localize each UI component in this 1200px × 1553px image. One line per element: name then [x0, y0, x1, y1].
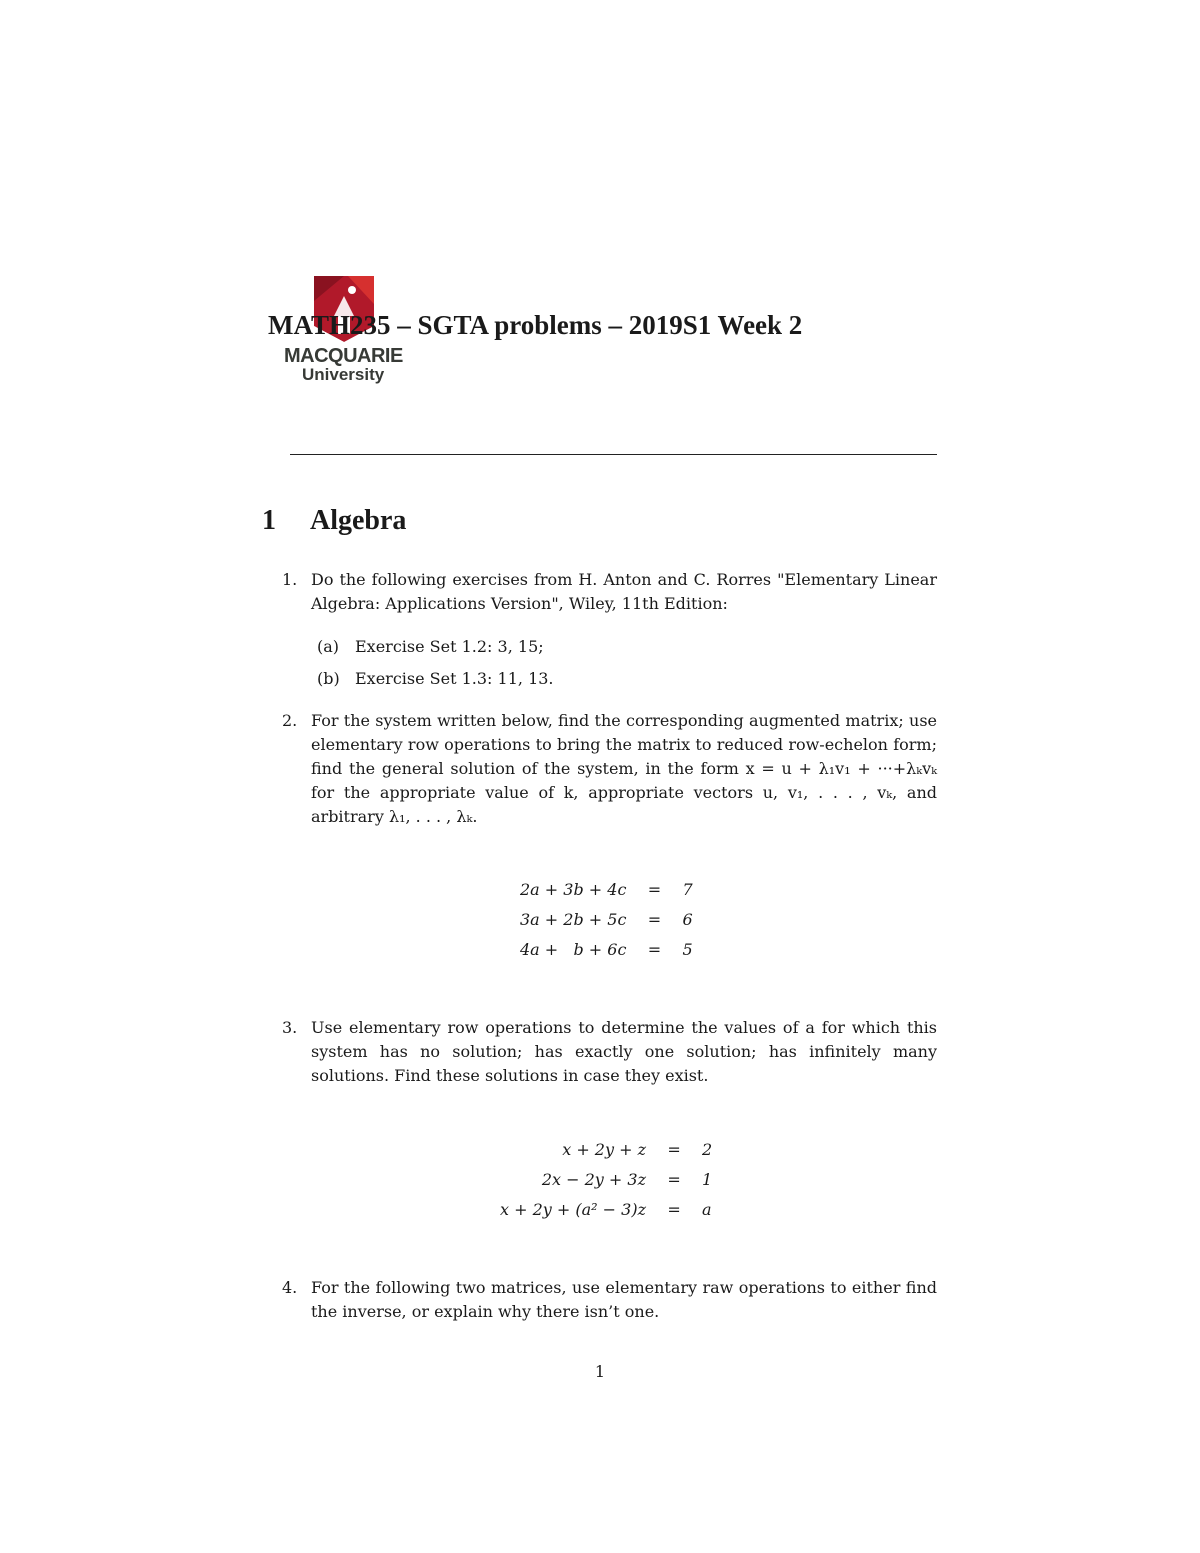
problem-1 [282, 568, 937, 616]
logo-wordmark-sub: University [302, 365, 385, 384]
equation-lhs: x + 2y + (a² − 3)z [500, 1199, 647, 1219]
equation-operator: = [667, 1199, 681, 1219]
section-title: Algebra [310, 505, 407, 536]
problem-number: 1. [282, 570, 298, 589]
problem-text: Do the following exercises from H. Anton and C. Rorres "Elementary Linear Algebra: Applications Version", Wiley, 11th Edition: [311, 570, 937, 613]
page-number: 1 [594, 1362, 606, 1381]
equation-operator: = [647, 939, 662, 959]
equation-operator: = [647, 879, 662, 899]
section-number: 1 [262, 505, 276, 536]
equation-row [500, 1194, 712, 1224]
equation-rhs: 2 [702, 1139, 713, 1159]
equation-lhs: x + 2y + z [562, 1139, 647, 1159]
subitem-label: (a) [317, 637, 340, 656]
equation-operator: = [647, 909, 662, 929]
equation-rhs: 1 [702, 1169, 713, 1189]
equation-system-1 [520, 874, 693, 964]
problem-number: 4. [282, 1278, 298, 1297]
equation-lhs: 4a + b + 6c [520, 939, 627, 959]
subitem-text: Exercise Set 1.3: 11, 13. [355, 669, 554, 688]
problem-3 [282, 1016, 937, 1088]
problem-2 [282, 709, 937, 829]
equation-lhs: 2a + 3b + 4c [520, 879, 627, 899]
problem-number: 2. [282, 711, 298, 730]
equation-row [500, 1164, 712, 1194]
section-heading [262, 505, 406, 537]
problem-text: Use elementary row operations to determine the values of a for which this system has no solution; has exactly one solution; has infinitely many solutions. Find these solutions in case they exist. [311, 1018, 937, 1085]
equation-rhs: a [702, 1199, 712, 1219]
equation-rhs: 6 [682, 909, 693, 929]
equation-row [520, 904, 693, 934]
equation-lhs: 3a + 2b + 5c [520, 909, 627, 929]
logo-wordmark: MACQUARIE [284, 345, 403, 367]
equation-rhs: 5 [682, 939, 693, 959]
equation-system-2 [500, 1134, 712, 1224]
subitem-text: Exercise Set 1.2: 3, 15; [355, 637, 544, 656]
problem-number: 3. [282, 1018, 298, 1037]
equation-row [500, 1134, 712, 1164]
equation-operator: = [667, 1139, 681, 1159]
problem-1-subitem-a [317, 635, 544, 659]
problem-4 [282, 1276, 937, 1324]
problem-1-subitem-b [317, 667, 554, 691]
document-title: MATH235 – SGTA problems – 2019S1 Week 2 [268, 310, 803, 340]
equation-rhs: 7 [682, 879, 693, 899]
equation-operator: = [667, 1169, 681, 1189]
equation-row [520, 874, 693, 904]
equation-lhs: 2x − 2y + 3z [541, 1169, 647, 1189]
subitem-label: (b) [317, 669, 340, 688]
title-divider [290, 454, 937, 455]
problem-text: For the system written below, find the corresponding augmented matrix; use elementary row operations to bring the matrix to reduced row-echelon form; find the general solution of the system, in the form x = u + λ₁v₁ + ···+λₖvₖ for the appropriate value of k, appropriate vectors u, v₁, . . . , vₖ, and arbitrary λ₁, . . . , λₖ. [311, 711, 937, 826]
problem-text: For the following two matrices, use elementary raw operations to either find the inverse, or explain why there isn’t one. [311, 1278, 937, 1321]
equation-row [520, 934, 693, 964]
